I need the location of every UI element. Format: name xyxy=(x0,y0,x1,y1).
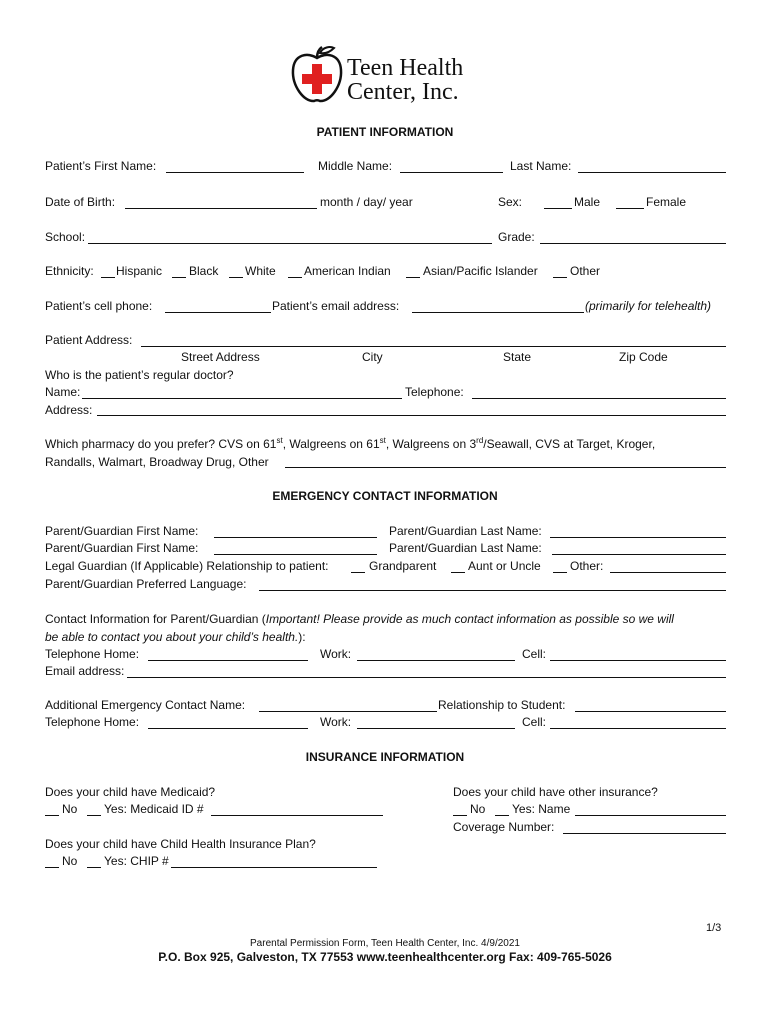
dob-label: Date of Birth: xyxy=(45,195,116,209)
grandparent-checkbox[interactable] xyxy=(351,572,365,573)
ac-cell-field[interactable] xyxy=(550,728,726,729)
school-field[interactable] xyxy=(88,243,492,244)
hispanic-checkbox[interactable] xyxy=(101,277,115,278)
other-ethnicity-label: Other xyxy=(570,264,601,278)
pharmacy-line-2: Randalls, Walmart, Broadway Drug, Other xyxy=(45,455,269,469)
logo-line-2: Center, Inc. xyxy=(347,79,459,105)
black-label: Black xyxy=(189,264,219,278)
pg1-first-label: Parent/Guardian First Name: xyxy=(45,524,199,538)
medicaid-yes-checkbox[interactable] xyxy=(87,815,101,816)
ac-home-phone-label: Telephone Home: xyxy=(45,715,140,729)
pg-work-label: Work: xyxy=(320,647,352,661)
ac-work-label: Work: xyxy=(320,715,352,729)
middle-name-field[interactable] xyxy=(400,172,503,173)
chip-question: Does your child have Child Health Insurance Plan? xyxy=(45,837,316,851)
address-field[interactable] xyxy=(141,346,726,347)
additional-contact-field[interactable] xyxy=(259,711,437,712)
middle-name-label: Middle Name: xyxy=(318,159,393,173)
medicaid-question: Does your child have Medicaid? xyxy=(45,785,216,799)
footer-address: P.O. Box 925, Galveston, TX 77553 www.teenhealthcenter.org Fax: 409-765-5026 xyxy=(158,950,612,964)
other-insurance-yes-checkbox[interactable] xyxy=(495,815,509,816)
first-name-label: Patient’s First Name: xyxy=(45,159,157,173)
doctor-address-label: Address: xyxy=(45,403,93,417)
email-note: (primarily for telehealth) xyxy=(585,299,712,313)
relationship-label: Relationship to Student: xyxy=(438,698,566,712)
additional-contact-label: Additional Emergency Contact Name: xyxy=(45,698,246,712)
grade-field[interactable] xyxy=(540,243,726,244)
other-insurance-no-label: No xyxy=(470,802,486,816)
page-number: 1/3 xyxy=(706,922,722,934)
ac-cell-label: Cell: xyxy=(522,715,547,729)
doctor-telephone-label: Telephone: xyxy=(405,385,464,399)
doctor-address-field[interactable] xyxy=(97,415,726,416)
section-title-patient: PATIENT INFORMATION xyxy=(316,125,454,139)
email-field[interactable] xyxy=(412,312,584,313)
footer-form-name: Parental Permission Form, Teen Health Center, Inc. 4/9/2021 xyxy=(250,938,520,949)
relationship-field[interactable] xyxy=(575,711,726,712)
pg1-last-field[interactable] xyxy=(550,537,726,538)
other-relationship-checkbox[interactable] xyxy=(553,572,567,573)
hispanic-label: Hispanic xyxy=(116,264,163,278)
white-label: White xyxy=(245,264,276,278)
pg1-last-label: Parent/Guardian Last Name: xyxy=(389,524,542,538)
doctor-question: Who is the patient’s regular doctor? xyxy=(45,368,234,382)
asian-pacific-checkbox[interactable] xyxy=(406,277,420,278)
aunt-uncle-label: Aunt or Uncle xyxy=(468,559,541,573)
pg-home-phone-field[interactable] xyxy=(148,660,308,661)
female-checkbox[interactable] xyxy=(616,208,644,209)
doctor-telephone-field[interactable] xyxy=(472,398,726,399)
female-label: Female xyxy=(646,195,687,209)
last-name-field[interactable] xyxy=(578,172,726,173)
street-hint: Street Address xyxy=(181,350,260,364)
pg2-first-field[interactable] xyxy=(214,554,377,555)
state-hint: State xyxy=(503,350,532,364)
section-title-emergency: EMERGENCY CONTACT INFORMATION xyxy=(272,489,498,503)
dob-hint: month / day/ year xyxy=(320,195,413,209)
pg-cell-label: Cell: xyxy=(522,647,547,661)
sex-label: Sex: xyxy=(498,195,523,209)
other-insurance-name-field[interactable] xyxy=(575,815,726,816)
cell-field[interactable] xyxy=(165,312,271,313)
other-insurance-no-checkbox[interactable] xyxy=(453,815,467,816)
apple-red-cross-icon xyxy=(290,44,346,106)
contact-intro-line-2: be able to contact you about your child’s health.): xyxy=(45,630,306,644)
pg-email-field[interactable] xyxy=(127,677,726,678)
pharmacy-question: Which pharmacy do you prefer? CVS on 61st, Walgreens on 61st, Walgreens on 3rd/Seawall, CVS at Target, Kroger, xyxy=(45,436,656,451)
last-name-label: Last Name: xyxy=(510,159,572,173)
chip-yes-label: Yes: CHIP # xyxy=(104,854,169,868)
contact-intro: Contact Information for Parent/Guardian (Important! Please provide as much contact information as possible so we will xyxy=(45,612,674,626)
ethnicity-label: Ethnicity: xyxy=(45,264,94,278)
pg-work-field[interactable] xyxy=(357,660,515,661)
pg2-last-label: Parent/Guardian Last Name: xyxy=(389,541,542,555)
other-insurance-question: Does your child have other insurance? xyxy=(453,785,658,799)
medicaid-yes-label: Yes: Medicaid ID # xyxy=(104,802,204,816)
coverage-label: Coverage Number: xyxy=(453,820,555,834)
male-checkbox[interactable] xyxy=(544,208,572,209)
medicaid-no-label: No xyxy=(62,802,78,816)
grandparent-label: Grandparent xyxy=(369,559,437,573)
pharmacy-other-field[interactable] xyxy=(285,467,726,468)
pg-email-label: Email address: xyxy=(45,664,125,678)
american-indian-checkbox[interactable] xyxy=(288,277,302,278)
doctor-name-label: Name: xyxy=(45,385,81,399)
other-insurance-yes-label: Yes: Name xyxy=(512,802,571,816)
logo-line-1: Teen Health xyxy=(347,55,464,81)
pg-home-phone-label: Telephone Home: xyxy=(45,647,140,661)
language-label: Parent/Guardian Preferred Language: xyxy=(45,577,247,591)
aunt-uncle-checkbox[interactable] xyxy=(451,572,465,573)
zip-hint: Zip Code xyxy=(619,350,668,364)
ac-home-phone-field[interactable] xyxy=(148,728,308,729)
logo xyxy=(290,44,490,106)
coverage-field[interactable] xyxy=(563,833,726,834)
other-relationship-label: Other: xyxy=(570,559,604,573)
other-relationship-field[interactable] xyxy=(610,572,726,573)
city-hint: City xyxy=(362,350,383,364)
pg-cell-field[interactable] xyxy=(550,660,726,661)
pg1-first-field[interactable] xyxy=(214,537,377,538)
language-field[interactable] xyxy=(259,590,726,591)
asian-pacific-label: Asian/Pacific Islander xyxy=(423,264,538,278)
american-indian-label: American Indian xyxy=(304,264,391,278)
chip-yes-checkbox[interactable] xyxy=(87,867,101,868)
cell-label: Patient’s cell phone: xyxy=(45,299,153,313)
medicaid-id-field[interactable] xyxy=(211,815,383,816)
chip-no-checkbox[interactable] xyxy=(45,867,59,868)
pg2-last-field[interactable] xyxy=(552,554,726,555)
white-checkbox[interactable] xyxy=(229,277,243,278)
doctor-name-field[interactable] xyxy=(82,398,402,399)
black-checkbox[interactable] xyxy=(172,277,186,278)
first-name-field[interactable] xyxy=(166,172,304,173)
ac-work-field[interactable] xyxy=(357,728,515,729)
address-label: Patient Address: xyxy=(45,333,133,347)
grade-label: Grade: xyxy=(498,230,535,244)
other-ethnicity-checkbox[interactable] xyxy=(553,277,567,278)
medicaid-no-checkbox[interactable] xyxy=(45,815,59,816)
school-label: School: xyxy=(45,230,86,244)
chip-no-label: No xyxy=(62,854,78,868)
legal-guardian-label: Legal Guardian (If Applicable) Relationship to patient: xyxy=(45,559,329,573)
male-label: Male xyxy=(574,195,601,209)
chip-id-field[interactable] xyxy=(171,867,377,868)
section-title-insurance: INSURANCE INFORMATION xyxy=(305,750,465,764)
email-label: Patient’s email address: xyxy=(272,299,400,313)
pg2-first-label: Parent/Guardian First Name: xyxy=(45,541,199,555)
dob-field[interactable] xyxy=(125,208,317,209)
